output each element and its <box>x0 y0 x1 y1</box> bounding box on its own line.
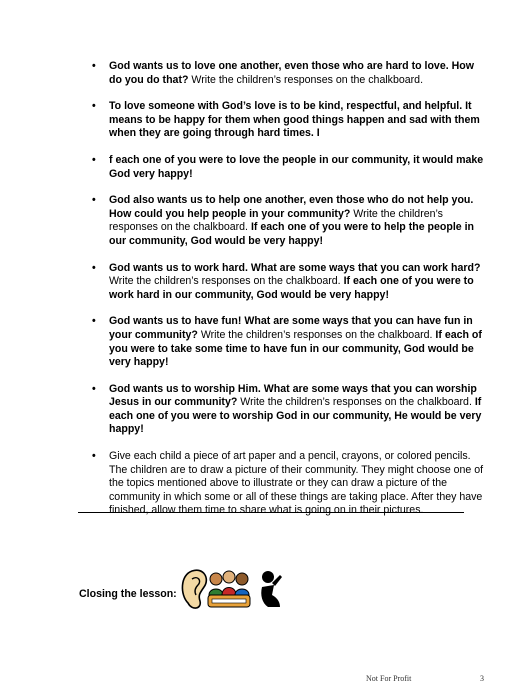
children-group-icon <box>208 571 250 607</box>
bullet-normal-text: Write the children’s responses on the chalkboard. <box>188 73 424 86</box>
bullet-bold-text: God wants us to work hard. What are some ways that you can work hard? <box>109 261 481 274</box>
list-item <box>92 60 484 87</box>
closing-icons <box>176 565 296 615</box>
list-item <box>92 262 484 303</box>
bullet-dot: • <box>92 382 96 395</box>
bullet-normal-text: Write the children’s responses on the chalkboard. <box>197 328 436 341</box>
bullet-normal-text: Give each child a piece of art paper and a pencil, crayons, or colored pencils. The children are to draw a picture of their community. They might choose one of the topics mentioned above to illustrate or they can draw a picture of the community in which some or all of these things are taking place. After they have finished, allow them time to share what is going on in their pictures. <box>109 450 484 517</box>
page-number: 3 <box>480 674 484 683</box>
bullet-dot: • <box>92 60 96 72</box>
list-item <box>92 100 484 141</box>
bullet-normal-text: Write the children’s responses on the chalkboard. <box>237 396 475 409</box>
bullet-bold-text: f each one of you were to love the people in our community, it would make God very happy! <box>109 153 484 180</box>
bullet-normal-text: Write the children’s responses on the chalkboard. <box>109 275 344 288</box>
bullet-bold-text-2: If each one of you were to work hard in our community, God would be very happy! <box>109 275 474 301</box>
bullet-dot: • <box>92 261 96 274</box>
list-item <box>92 383 484 437</box>
horizontal-divider <box>78 512 464 513</box>
bullet-dot: • <box>92 315 96 328</box>
bullet-bold-text-2: If each one of you were to worship God in our community, He would be very happy! <box>109 396 482 436</box>
bullet-bold-text: God wants us to love one another, even those who are hard to love. How do you do that? <box>109 60 474 86</box>
praying-child-icon <box>261 571 282 607</box>
list-item <box>92 154 484 181</box>
bullet-dot: • <box>92 194 96 207</box>
lesson-bullet-list <box>92 60 484 531</box>
bullet-normal-text: Write the children’s responses on the chalkboard. <box>109 207 443 234</box>
list-item <box>92 450 484 518</box>
bullet-bold-text-2: If each of you were to take some time to have fun in our community, God would be very happy! <box>109 328 482 369</box>
bullet-dot: • <box>92 450 96 463</box>
bullet-dot: • <box>92 153 96 166</box>
bullet-bold-text: To love someone with God’s love is to be kind, respectful, and helpful. It means to be happy for them when good things happen and sad with them when they are going through hard times. I <box>109 100 480 140</box>
list-item <box>92 194 484 248</box>
bullet-bold-text: God also wants us to help one another, even those who do not help you. How could you help people in your community? <box>109 194 474 220</box>
ear-icon <box>182 570 206 608</box>
bullet-bold-text-2: If each one of you were to help the people in our community, God would be very happy! <box>109 221 475 247</box>
bullet-dot: • <box>92 100 96 113</box>
bullet-bold-text: God wants us to have fun! What are some ways that you can have fun in your community? <box>109 315 473 341</box>
bullet-bold-text: God wants us to worship Him. What are some ways that you can worship Jesus in our community? <box>109 382 477 409</box>
list-item <box>92 315 484 369</box>
footer-not-for-profit: Not For Profit <box>366 674 412 683</box>
closing-lesson-label: Closing the lesson: <box>79 588 177 600</box>
